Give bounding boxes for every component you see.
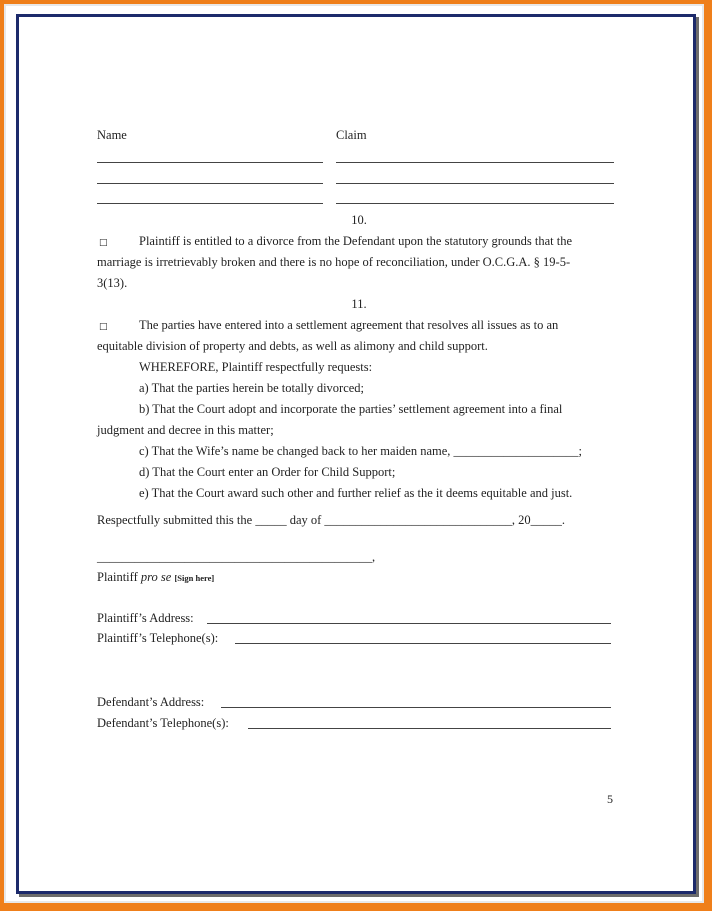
plaintiff-label: Plaintiff: [97, 570, 138, 584]
claim-line-2[interactable]: [336, 183, 614, 184]
request-b-line-1: b) That the Court adopt and incorporate the parties’ settlement agreement into a final: [139, 402, 563, 416]
defendant-phone-line[interactable]: [248, 728, 611, 729]
name-label: Name: [97, 128, 127, 142]
wherefore-intro: WHEREFORE, Plaintiff respectfully requests:: [139, 360, 373, 374]
defendant-address-line[interactable]: [221, 707, 611, 708]
plaintiff-address-line[interactable]: [207, 623, 611, 624]
name-line-2[interactable]: [97, 183, 323, 184]
signature-line[interactable]: ____________________________________________,: [97, 550, 376, 564]
plaintiff-phone-line[interactable]: [235, 643, 611, 644]
defendant-phone-label: Defendant’s Telephone(s):: [97, 716, 229, 730]
claim-label: Claim: [336, 128, 367, 142]
name-line-1[interactable]: [97, 162, 323, 163]
plaintiff-address-label: Plaintiff’s Address:: [97, 611, 194, 625]
section-11-number: 11.: [351, 297, 367, 311]
submission-date-line: Respectfully submitted this the _____ day of ______________________________, 20_____.: [97, 513, 566, 527]
section-10-number: 10.: [351, 213, 367, 227]
document-page: [16, 14, 696, 894]
claim-line-3[interactable]: [336, 203, 614, 204]
plaintiff-phone-label: Plaintiff’s Telephone(s):: [97, 631, 219, 645]
section-11-checkbox[interactable]: □: [99, 322, 108, 332]
claim-line-1[interactable]: [336, 162, 614, 163]
section-10-checkbox[interactable]: □: [99, 238, 108, 248]
section-10-line-2: marriage is irretrievably broken and there is no hope of reconciliation, under O.C.G.A. § 19-5-: [97, 255, 571, 269]
defendant-address-label: Defendant’s Address:: [97, 695, 205, 709]
request-a: a) That the parties herein be totally divorced;: [139, 381, 365, 395]
page-number: 5: [607, 792, 613, 806]
name-line-3[interactable]: [97, 203, 323, 204]
request-b-line-2: judgment and decree in this matter;: [97, 423, 274, 437]
request-d: d) That the Court enter an Order for Child Support;: [139, 465, 396, 479]
sign-here-label: [Sign here]: [174, 573, 215, 583]
request-c: c) That the Wife’s name be changed back to her maiden name, ____________________;: [139, 444, 583, 458]
plaintiff-signature-caption: [97, 570, 214, 585]
request-e: e) That the Court award such other and further relief as the it deems equitable and just.: [139, 486, 573, 500]
section-11-line-2: equitable division of property and debts, as well as alimony and child support.: [97, 339, 488, 353]
pro-se-label: pro se: [140, 570, 172, 584]
section-11-line-1: The parties have entered into a settlement agreement that resolves all issues as to an: [139, 318, 559, 332]
section-10-line-3: 3(13).: [97, 276, 128, 290]
section-10-line-1: Plaintiff is entitled to a divorce from the Defendant upon the statutory grounds that the: [139, 234, 573, 248]
